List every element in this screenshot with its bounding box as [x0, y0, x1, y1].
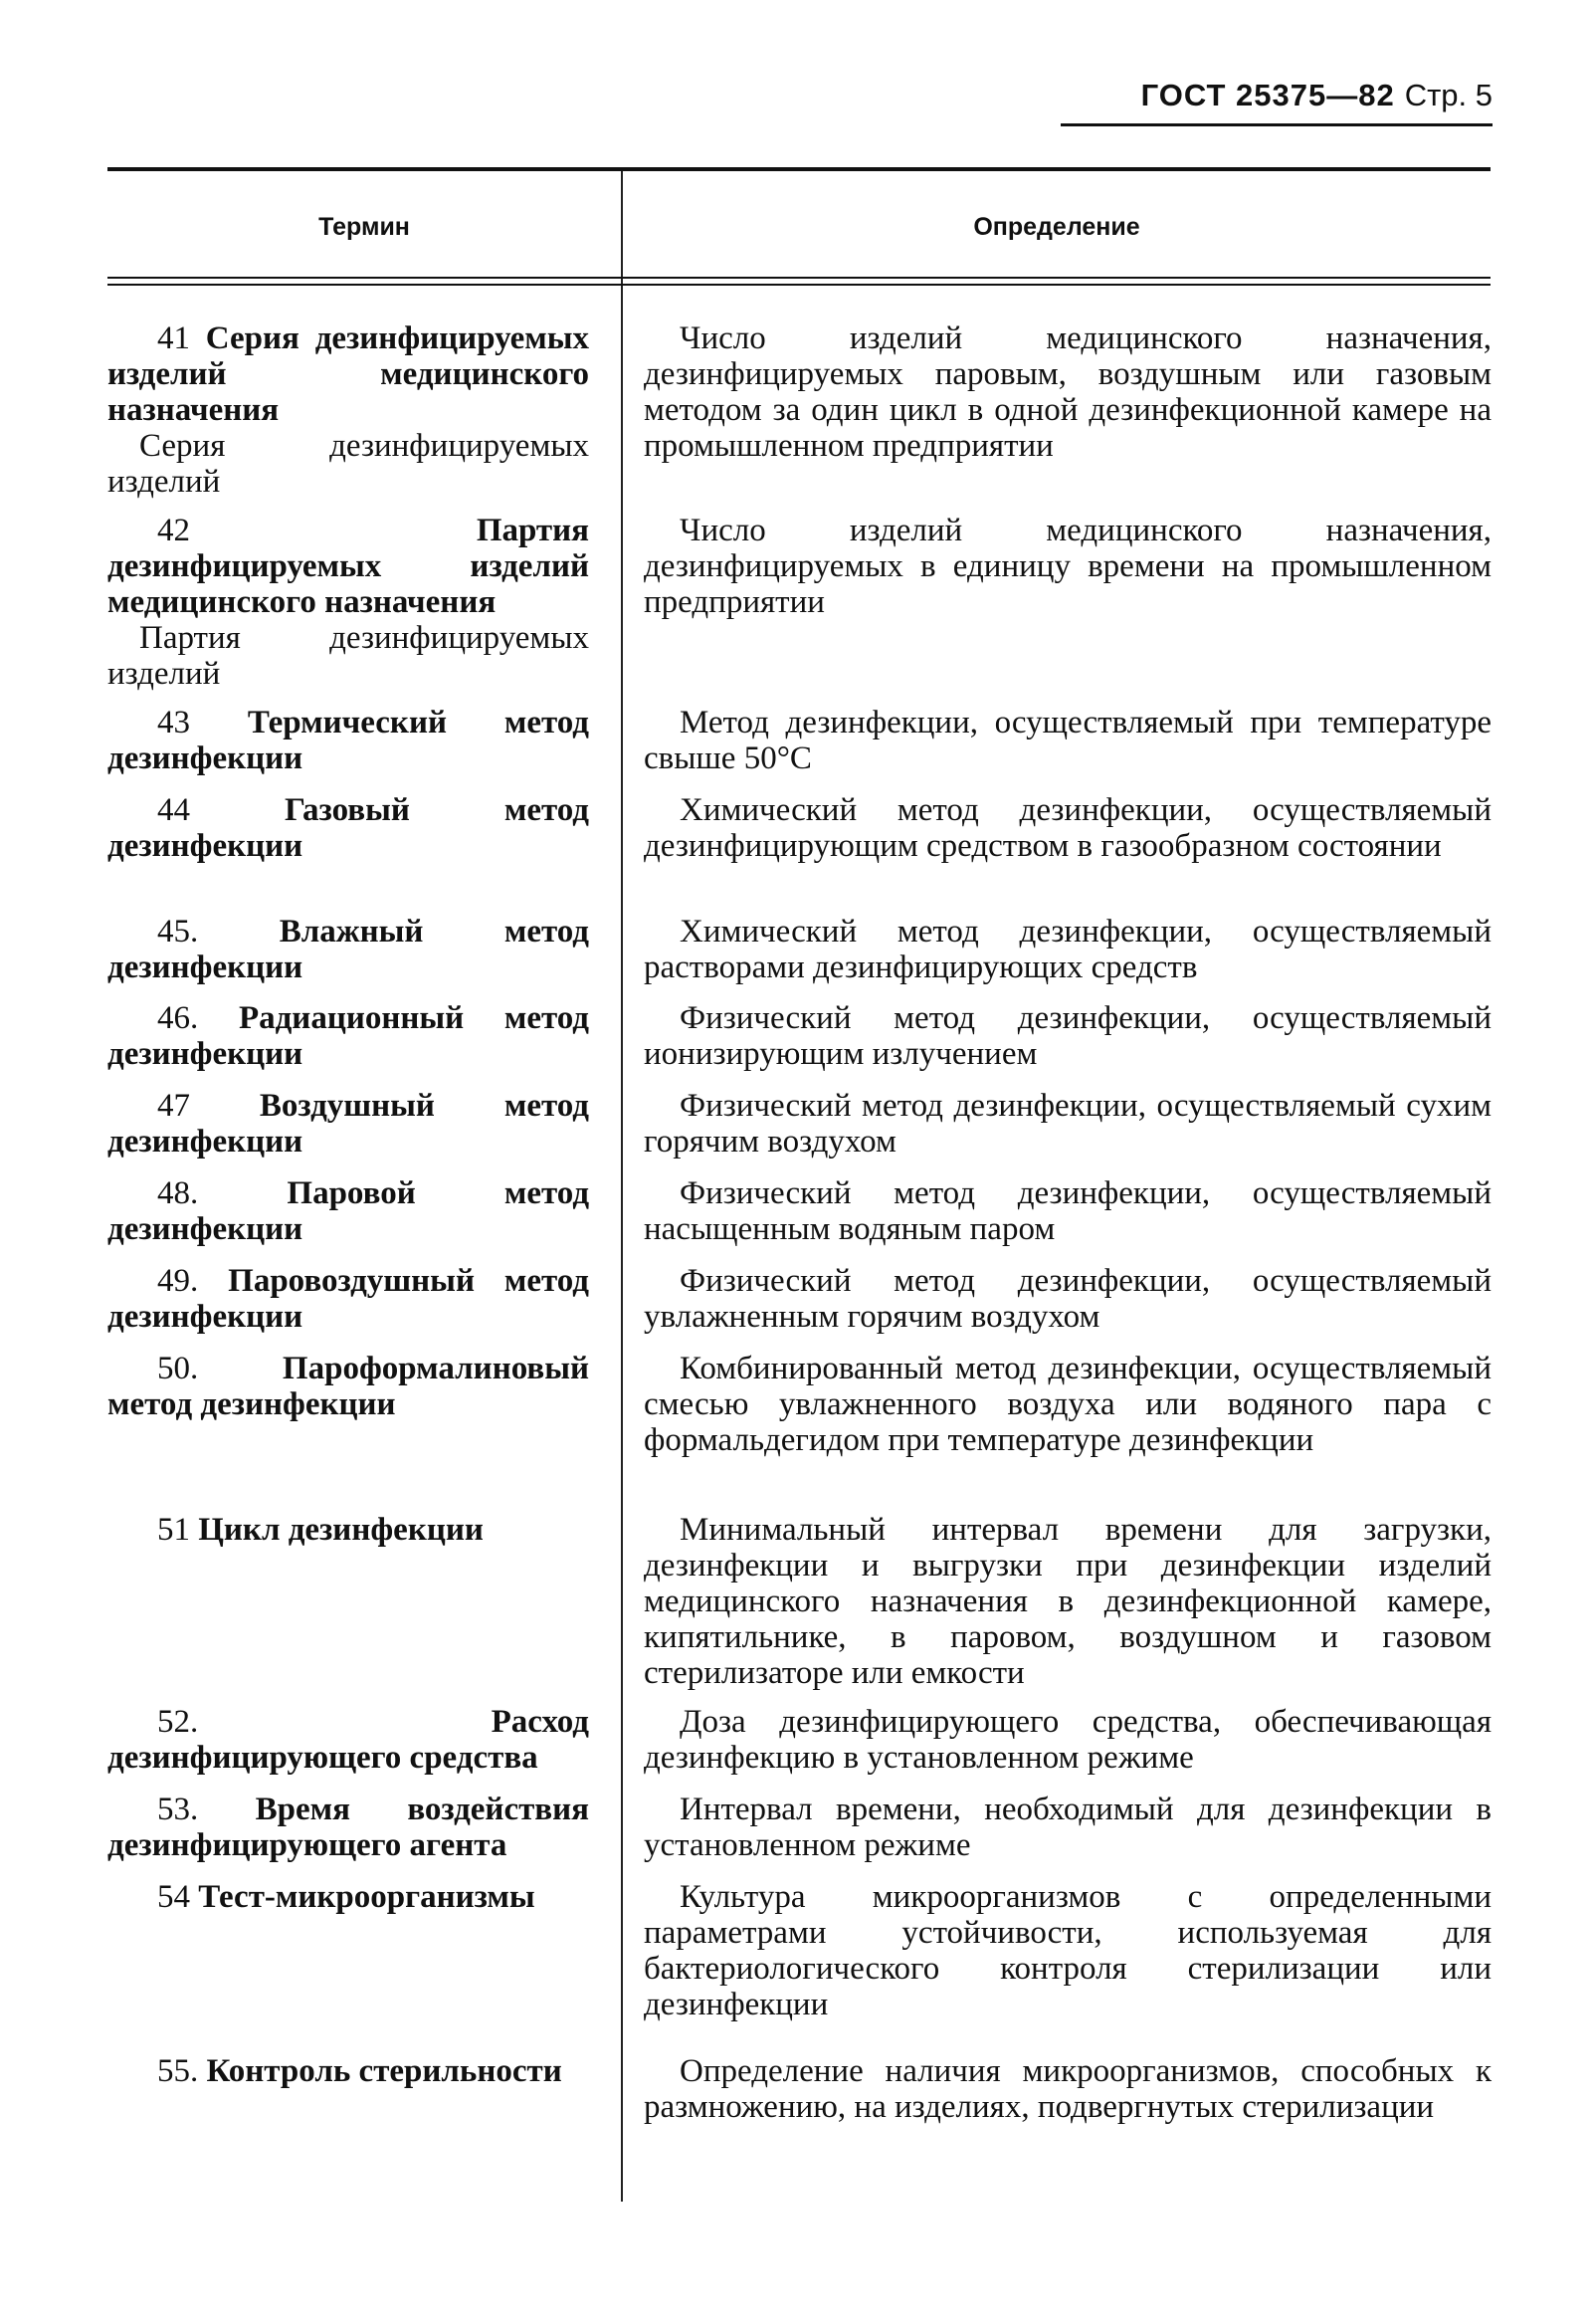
term-name: Газовый метод дезинфекции: [107, 792, 589, 864]
page-header: [1061, 66, 1493, 125]
term-main: [107, 1000, 589, 1072]
term-name: Цикл дезинфекции: [198, 1512, 484, 1548]
term-number: 54: [157, 1879, 190, 1915]
term-number: 43: [157, 705, 190, 740]
term-name: Серия дезинфицируемых изделий медицинского назначения: [107, 320, 589, 428]
definition-cell: Физический метод дезинфекции, осуществляемый насыщенным водяным паром: [644, 1175, 1492, 1247]
definition-cell: Физический метод дезинфекции, осуществляемый ионизирующим излучением: [644, 1000, 1492, 1072]
header-rule: [1061, 123, 1493, 126]
term-cell: [107, 1263, 589, 1335]
term-name: Партия дезинфицируемых изделий медицинского назначения: [107, 513, 589, 620]
term-name: Пароформалиновый метод дезинфекции: [107, 1351, 589, 1422]
definition-cell: Физический метод дезинфекции, осуществляемый сухим горячим воздухом: [644, 1088, 1492, 1160]
term-cell: [107, 705, 589, 776]
term-cell: [107, 513, 589, 692]
definition-cell: Химический метод дезинфекции, осуществляемый дезинфицирующим средством в газообразном состоянии: [644, 792, 1492, 864]
term-main: [107, 1704, 589, 1776]
term-number: 45.: [157, 914, 199, 950]
term-cell: [107, 1175, 589, 1247]
term-number: 51: [157, 1512, 190, 1548]
definition-cell: Метод дезинфекции, осуществляемый при температуре свыше 50°С: [644, 705, 1492, 776]
definition-cell: Число изделий медицинского назначения, дезинфицируемых паровым, воздушным или газовым методом за один цикл в одной дезинфекционной камере на промышленном предприятии: [644, 320, 1492, 464]
definition-cell: Физический метод дезинфекции, осуществляемый увлажненным горячим воздухом: [644, 1263, 1492, 1335]
term-cell: [107, 1088, 589, 1160]
definition-cell: Интервал времени, необходимый для дезинфекции в установленном режиме: [644, 1792, 1492, 1863]
definition-cell: Химический метод дезинфекции, осуществляемый растворами дезинфицирующих средств: [644, 914, 1492, 985]
term-number: 46.: [157, 1000, 199, 1036]
term-main: [107, 1263, 589, 1335]
term-number: 47: [157, 1088, 190, 1124]
term-number: 50.: [157, 1351, 199, 1386]
term-main: [107, 792, 589, 864]
page-number: Стр. 5: [1404, 78, 1493, 112]
term-number: 41: [157, 320, 190, 356]
term-name: Расход дезинфицирующего средства: [107, 1704, 589, 1776]
definition-cell: Минимальный интервал времени для загрузки, дезинфекции и выгрузки при дезинфекции изделий медицинского назначения в дезинфекционной камере, кипятильнике, в паровом, воздушном и газовом стерилизаторе или емкости: [644, 1512, 1492, 1691]
term-name: Паровой метод дезинфекции: [107, 1175, 590, 1247]
standard-designation: ГОСТ 25375—82: [1140, 78, 1395, 112]
term-cell: [107, 2053, 589, 2089]
term-synonym: Партия дезинфицируемых изделий: [107, 620, 589, 692]
term-name: Тест-микроорганизмы: [198, 1879, 535, 1915]
header-double-rule: [107, 277, 1491, 279]
term-main: [107, 1512, 589, 1548]
term-number: 42: [157, 513, 190, 548]
term-main: [107, 1175, 589, 1247]
term-cell: [107, 792, 589, 864]
term-name: Время воздействия дезинфицирующего агента: [107, 1792, 589, 1863]
term-main: [107, 513, 589, 620]
term-name: Радиационный метод дезинфекции: [107, 1000, 589, 1072]
term-cell: [107, 1000, 589, 1072]
definition-cell: Определение наличия микроорганизмов, способных к размножению, на изделиях, подвергнутых стерилизации: [644, 2053, 1492, 2125]
term-cell: [107, 914, 589, 985]
term-main: [107, 2053, 589, 2089]
term-cell: [107, 320, 589, 500]
term-name: Контроль стерильности: [206, 2053, 562, 2089]
term-number: 55.: [157, 2053, 199, 2089]
term-main: [107, 914, 589, 985]
table-top-rule: [107, 167, 1491, 171]
term-name: Влажный метод дезинфекции: [107, 914, 590, 985]
term-main: [107, 705, 589, 776]
term-name: Паровоздушный метод дезинфекции: [107, 1263, 590, 1335]
term-number: 52.: [157, 1704, 199, 1740]
term-main: [107, 1351, 589, 1422]
term-number: 44: [157, 792, 190, 828]
definition-cell: Культура микроорганизмов с определенными параметрами устойчивости, используемая для бактериологического контроля стерилизации или дезинфекции: [644, 1879, 1492, 2022]
definition-cell: Доза дезинфицирующего средства, обеспечивающая дезинфекцию в установленном режиме: [644, 1704, 1492, 1776]
definition-cell: Число изделий медицинского назначения, дезинфицируемых в единицу времени на промышленном предприятии: [644, 513, 1492, 620]
term-main: [107, 1088, 589, 1160]
term-name: Воздушный метод дезинфекции: [107, 1088, 589, 1160]
term-cell: [107, 1792, 589, 1863]
term-cell: [107, 1351, 589, 1422]
term-name: Термический метод дезинфекции: [107, 705, 589, 776]
column-header-definition: Определение: [973, 213, 1140, 241]
term-synonym: Серия дезинфицируемых изделий: [107, 428, 589, 500]
term-cell: [107, 1704, 589, 1776]
definition-cell: Комбинированный метод дезинфекции, осуществляемый смесью увлажненного воздуха или водяного пара с формальдегидом при температуре дезинфекции: [644, 1351, 1492, 1458]
term-cell: [107, 1879, 589, 1915]
term-number: 49.: [157, 1263, 199, 1299]
term-cell: [107, 1512, 589, 1548]
term-number: 53.: [157, 1792, 199, 1827]
term-main: [107, 320, 589, 428]
term-main: [107, 1879, 589, 1915]
term-number: 48.: [157, 1175, 199, 1211]
column-divider: [621, 171, 623, 2202]
header-double-rule: [107, 284, 1491, 286]
column-header-term: Термин: [318, 213, 410, 241]
term-main: [107, 1792, 589, 1863]
